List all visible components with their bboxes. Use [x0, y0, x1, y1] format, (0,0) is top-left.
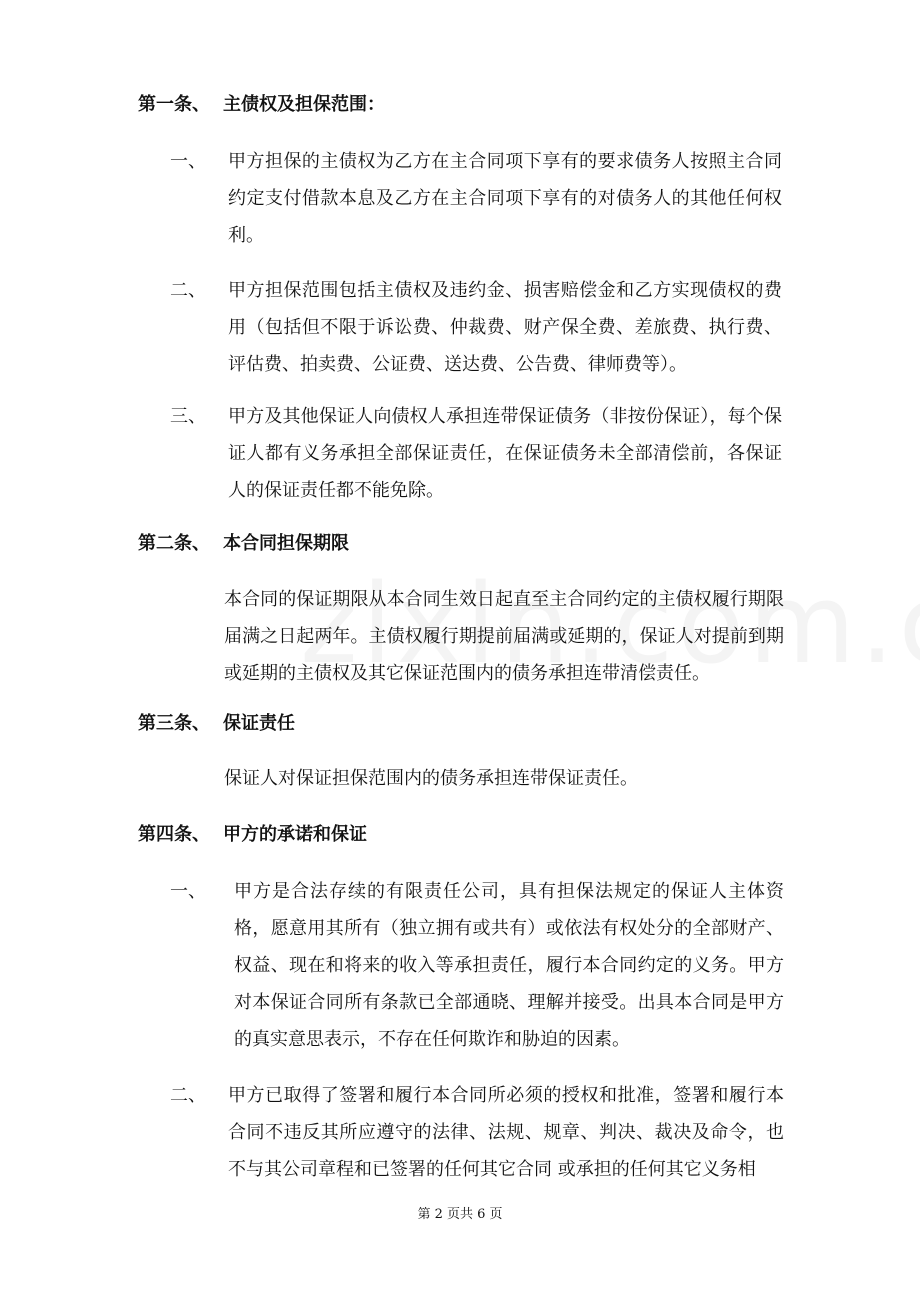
clause-marker: 二、 — [170, 1085, 206, 1106]
article-title: 保证责任 — [223, 713, 295, 734]
article-4-heading — [138, 822, 367, 848]
article-number: 第三条、 — [138, 713, 210, 734]
clause-item — [170, 143, 786, 255]
clause-text: 甲方及其他保证人向债权人承担连带保证债务（非按份保证），每个保证人都有义务承担全部保证责任，在保证债务未全部清偿前，各保证人的保证责任都不能免除。 — [228, 406, 782, 501]
article-1-heading — [138, 92, 385, 118]
page-number-footer: 第 2 页共 6 页 — [417, 1207, 503, 1222]
clause-item — [170, 1077, 786, 1189]
clause-marker: 一、 — [170, 881, 206, 902]
clause-text: 甲方是合法存续的有限责任公司，具有担保法规定的保证人主体资格，愿意用其所有（独立拥有或共有）或依法有权处分的全部财产、权益、现在和将来的收入等承担责任，履行本合同约定的义务。甲方对本保证合同所有条款已全部通晓、理解并接受。出具本合同是甲方的真实意思表示，不存在任何欺诈和胁迫的因素。 — [234, 881, 784, 1050]
clause-marker: 二、 — [170, 280, 206, 301]
clause-item — [170, 873, 786, 1063]
article-title: 主债权及担保范围： — [223, 94, 385, 115]
clause-text: 甲方已取得了签署和履行本合同所必须的授权和批准，签署和履行本合同不违反其所应遵守的法律、法规、规章、判决、裁决及命令，也不与其公司章程和已签署的任何其它合同 或承担的任何其它义务相 — [228, 1085, 784, 1180]
clause-marker: 一、 — [170, 151, 206, 172]
article-number: 第二条、 — [138, 533, 210, 554]
article-number: 第四条、 — [138, 824, 210, 845]
clause-text: 甲方担保范围包括主债权及违约金、损害赔偿金和乙方实现债权的费用（包括但不限于诉讼费、仲裁费、财产保全费、差旅费、执行费、评估费、拍卖费、公证费、送达费、公告费、律师费等）。 — [228, 280, 782, 375]
article-2-paragraph: 本合同的保证期限从本合同生效日起直至主合同约定的主债权履行期限届满之日起两年。主债权履行期提前届满或延期的，保证人对提前到期或延期的主债权及其它保证范围内的债务承担连带清偿责任。 — [224, 589, 784, 684]
article-3-paragraph: 保证人对保证担保范围内的债务承担连带保证责任。 — [224, 768, 638, 789]
clause-marker: 三、 — [170, 406, 206, 427]
article-number: 第一条、 — [138, 94, 210, 115]
clause-text: 甲方担保的主债权为乙方在主合同项下享有的要求债务人按照主合同约定支付借款本息及乙方在主合同项下享有的对债务人的其他任何权利。 — [228, 151, 782, 246]
article-3-heading — [138, 711, 295, 737]
clause-item — [170, 398, 786, 510]
article-2-heading — [138, 531, 349, 557]
article-title: 甲方的承诺和保证 — [223, 824, 367, 845]
clause-item — [170, 272, 786, 384]
article-title: 本合同担保期限 — [223, 533, 349, 554]
